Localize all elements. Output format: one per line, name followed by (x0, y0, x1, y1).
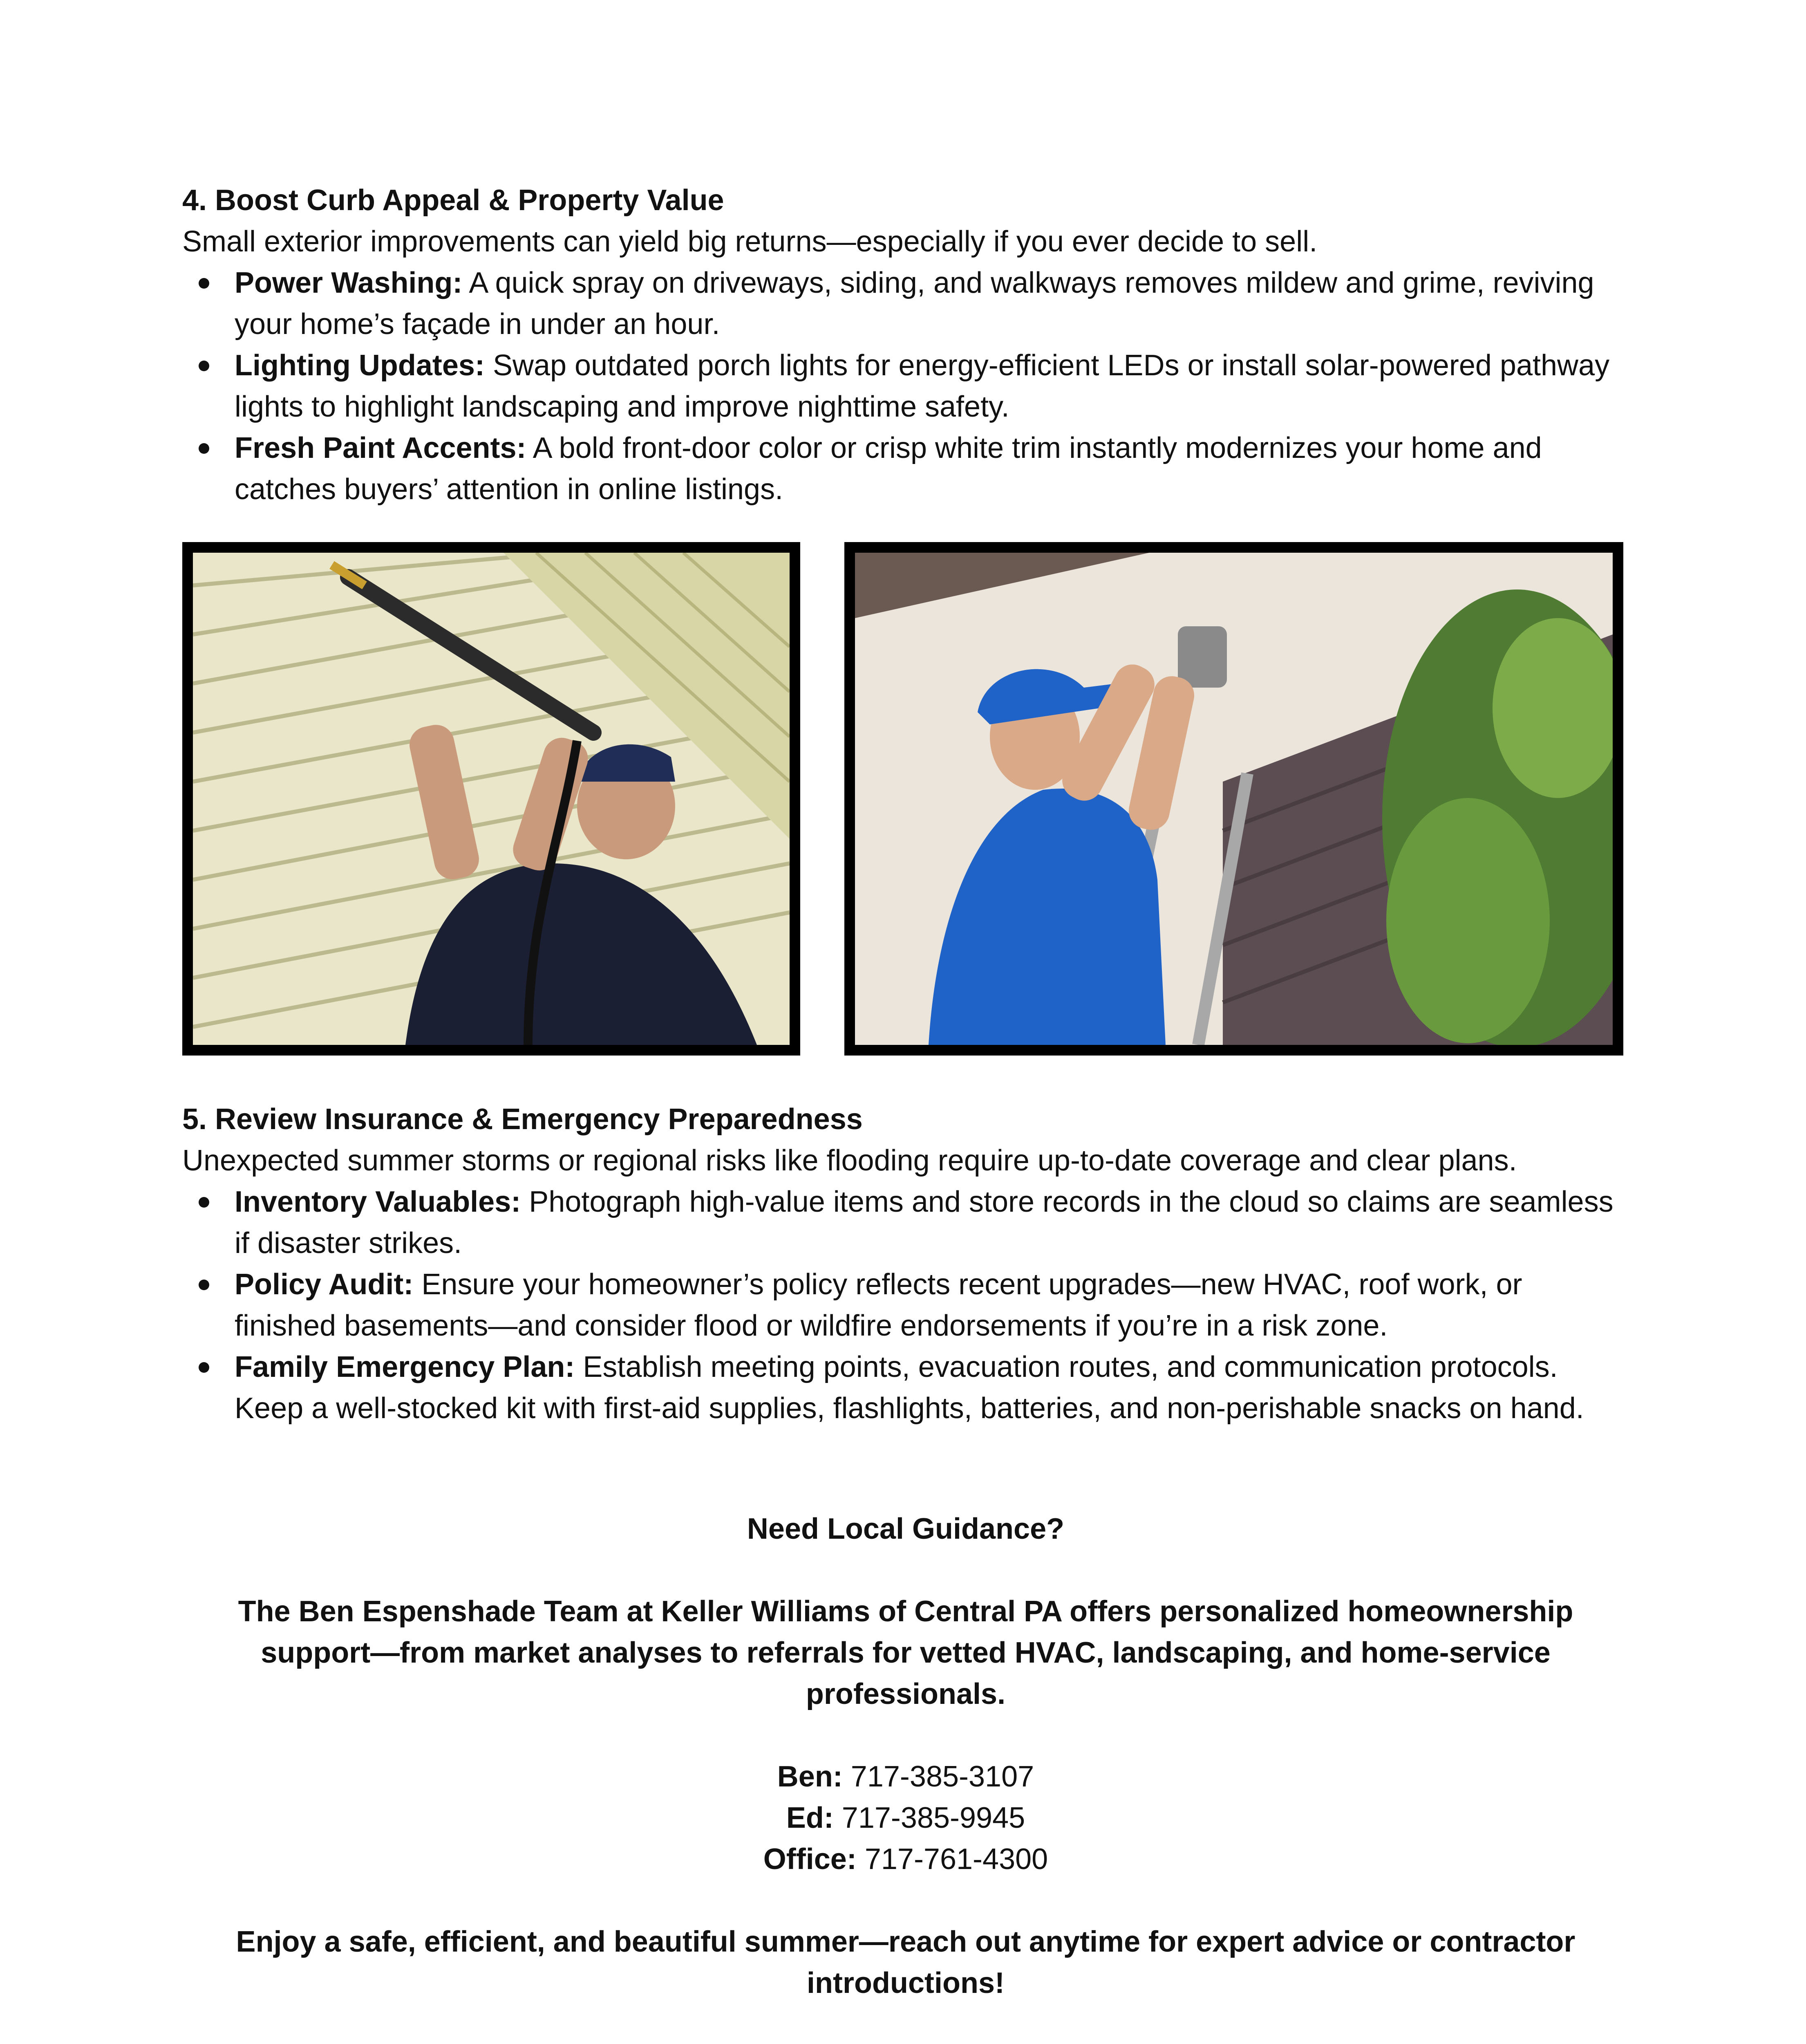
bullet-fresh-paint (182, 428, 1629, 510)
bullet-label: Policy Audit: (235, 1268, 414, 1301)
contact-list (182, 1756, 1629, 1880)
contact-ben (182, 1756, 1629, 1797)
bullet-policy-audit (182, 1264, 1629, 1347)
bullet-text: Photograph high-value items and store records in the cloud so claims are seamless if disaster strikes. (235, 1186, 1614, 1260)
bullet-emergency-plan (182, 1347, 1629, 1429)
bullet-dot-icon (199, 1362, 209, 1373)
contact-phone[interactable]: 717-385-3107 (842, 1760, 1034, 1793)
power-washing-illustration (193, 553, 790, 1045)
photo-lighting-install (844, 542, 1623, 1056)
contact-office (182, 1839, 1629, 1880)
section-5-bullet-list (182, 1181, 1629, 1429)
guidance-body: The Ben Espenshade Team at Keller Williams of Central PA offers personalized homeownership support—from market analyses to referrals for vetted HVAC, landscaping, and home-service professionals. (238, 1595, 1573, 1710)
bullet-label: Lighting Updates: (235, 349, 485, 382)
bullet-text: Swap outdated porch lights for energy-efficient LEDs or install solar-powered pathway lights to highlight landscaping and improve nighttime safety. (235, 349, 1610, 423)
bullet-text: Ensure your homeowner’s policy reflects recent upgrades—new HVAC, roof work, or finished basements—and consider flood or wildfire endorsements if you’re in a risk zone. (235, 1268, 1522, 1342)
photo-power-washing (182, 542, 800, 1056)
section-4-intro: Small exterior improvements can yield big returns—especially if you ever decide to sell. (182, 225, 1318, 258)
contact-label: Ed: (786, 1802, 834, 1834)
bullet-text: A quick spray on driveways, siding, and walkways removes mildew and grime, reviving your home’s façade in under an hour. (235, 267, 1594, 341)
contact-phone[interactable]: 717-385-9945 (833, 1802, 1025, 1834)
bullet-label: Family Emergency Plan: (235, 1351, 575, 1383)
contact-phone[interactable]: 717-761-4300 (856, 1843, 1048, 1876)
bullet-text: Establish meeting points, evacuation routes, and communication protocols. Keep a well-stocked kit with first-aid supplies, flashlights, batteries, and non-perishable snacks on hand. (235, 1351, 1584, 1425)
bullet-dot-icon (199, 1197, 209, 1208)
guidance-title: Need Local Guidance? (747, 1513, 1065, 1545)
bullet-text: A bold front-door color or crisp white trim instantly modernizes your home and catches buyers’ attention in online listings. (235, 432, 1542, 506)
section-4-heading: 4. Boost Curb Appeal & Property Value (182, 184, 724, 217)
bullet-label: Fresh Paint Accents: (235, 432, 526, 464)
bullet-dot-icon (199, 278, 209, 289)
section-curb-appeal (182, 180, 1629, 510)
bullet-label: Power Washing: (235, 267, 463, 299)
bullet-label: Inventory Valuables: (235, 1186, 521, 1218)
section-insurance (182, 1099, 1629, 1429)
closing-message: Enjoy a safe, efficient, and beautiful summer—reach out anytime for expert advice or contractor introductions! (236, 1925, 1575, 1999)
contact-label: Office: (763, 1843, 857, 1876)
bullet-lighting-updates (182, 345, 1629, 428)
contact-label: Ben: (777, 1760, 843, 1793)
contact-ed (182, 1797, 1629, 1839)
bullet-dot-icon (199, 361, 209, 371)
section-5-intro: Unexpected summer storms or regional risks like flooding require up-to-date coverage and clear plans. (182, 1144, 1517, 1177)
bullet-inventory (182, 1181, 1629, 1264)
bullet-dot-icon (199, 1280, 209, 1290)
bullet-power-washing (182, 262, 1629, 345)
section-5-heading: 5. Review Insurance & Emergency Preparedness (182, 1103, 863, 1136)
lighting-install-illustration (855, 553, 1613, 1045)
bullet-dot-icon (199, 443, 209, 454)
section-4-bullet-list (182, 262, 1629, 510)
